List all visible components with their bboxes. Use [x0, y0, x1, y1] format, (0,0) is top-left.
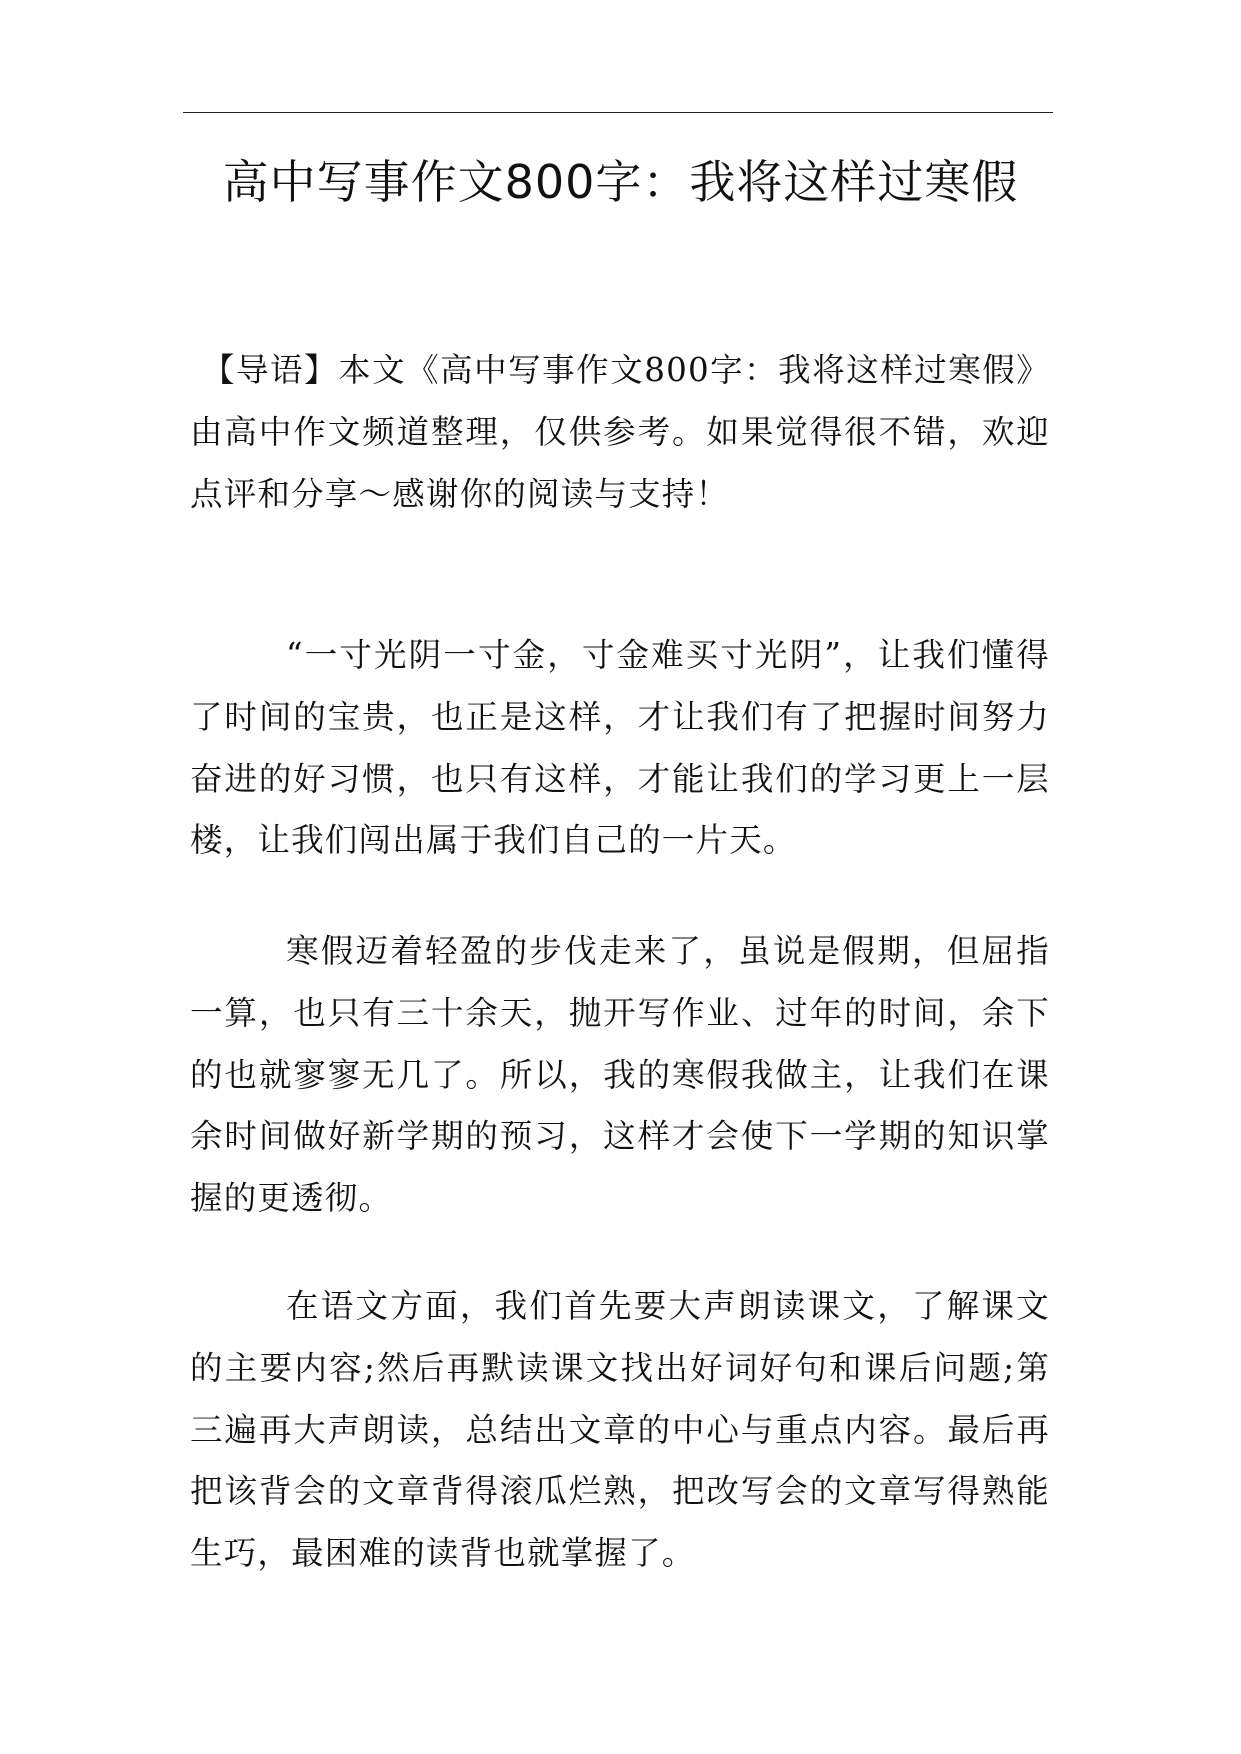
document-title: 高中写事作文800字：我将这样过寒假	[222, 155, 1019, 209]
body-paragraph-2: 寒假迈着轻盈的步伐走来了，虽说是假期，但屈指一算，也只有三十余天，抛开写作业、过年的时间，余下的也就寥寥无几了。所以，我的寒假我做主，让我们在课余时间做好新学期的预习，这样才会使下一学期的知识掌握的更透彻。	[190, 932, 1050, 1218]
header-rule	[183, 112, 1053, 113]
body-paragraph-1: “一寸光阴一寸金，寸金难买寸光阴”，让我们懂得了时间的宝贵，也正是这样，才让我们有了把握时间努力奋进的好习惯，也只有这样，才能让我们的学习更上一层楼，让我们闯出属于我们自己的一片天。	[190, 636, 1050, 860]
intro-paragraph: 【导语】本文《高中写事作文800字：我将这样过寒假》由高中作文频道整理，仅供参考。如果觉得很不错，欢迎点评和分享～感谢你的阅读与支持！	[190, 351, 1050, 513]
body-paragraph-3: 在语文方面，我们首先要大声朗读课文，了解课文的主要内容;然后再默读课文找出好词好句和课后问题;第三遍再大声朗读，总结出文章的中心与重点内容。最后再把该背会的文章背得滚瓜烂熟，把改写会的文章写得熟能生巧，最困难的读背也就掌握了。	[190, 1287, 1050, 1573]
